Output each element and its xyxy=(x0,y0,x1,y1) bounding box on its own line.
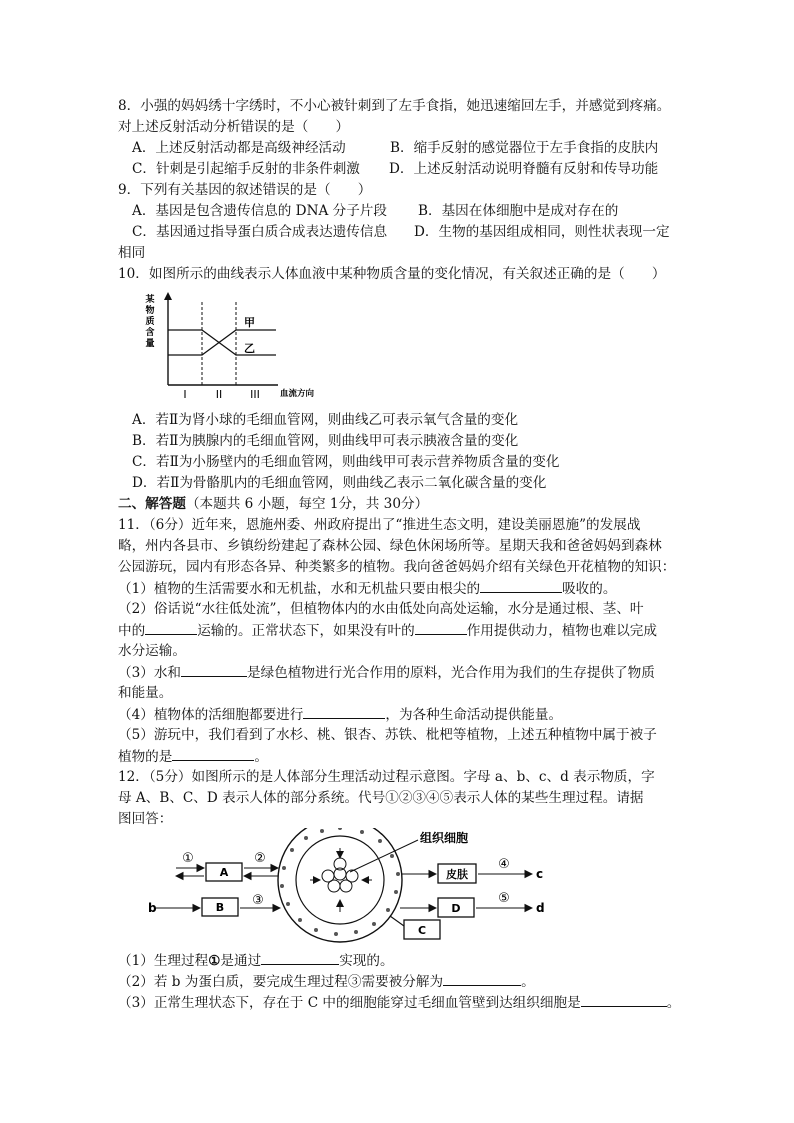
section2-title: 二、解答题 xyxy=(118,496,186,512)
q11-blank-4[interactable] xyxy=(181,662,247,677)
q11-part2-line3: 水分运输。 xyxy=(118,643,186,659)
process-4: ④ xyxy=(498,857,510,872)
q11-part4-end: ，为各种生命活动提供能量。 xyxy=(385,707,563,723)
q11-blank-6[interactable] xyxy=(172,746,254,761)
q11-line3: 公园游玩，园内有形态各异、种类繁多的植物。我向爸爸妈妈介绍有关绿色开花植物的知识： xyxy=(118,559,676,575)
q11-part5-line1: （5）游玩中，我们看到了水杉、桃、银杏、苏铁、枇杷等植物，上述五种植物中属于被子 xyxy=(118,727,657,743)
q11-blank-5[interactable] xyxy=(303,704,385,719)
q8-option-c: C．针刺是引起缩手反射的非条件刺激 xyxy=(132,161,360,177)
q9-option-d: D．生物的基因组成相同，则性状表现一定 xyxy=(414,224,670,240)
graph-region-1: I xyxy=(183,388,187,401)
section2-heading xyxy=(118,494,428,514)
graph-label-yi: 乙 xyxy=(244,342,255,355)
q8-stem-line1: 8．小强的妈妈绣十字绣时，不小心被针刺到了左手食指，她迅速缩回左手，并感觉到疼痛。 xyxy=(118,98,671,114)
q11-part3-line2: 和能量。 xyxy=(118,685,173,701)
q9-option-c: C．基因通过指导蛋白质合成表达遗传信息 xyxy=(132,224,388,240)
q12-sub1 xyxy=(118,950,394,971)
q11-part2-line1: （2）俗话说“水往低处流”，但植物体内的水由低处向高处运输，水分是通过根、茎、叶 xyxy=(118,601,644,617)
q12-sub2 xyxy=(118,971,535,992)
q11-part2-text-a: 中的 xyxy=(118,623,146,639)
q11-blank-2[interactable] xyxy=(145,620,197,635)
q11-part2-text-c: 作用提供动力，植物也难以完成 xyxy=(466,623,657,639)
q11-blank-1[interactable] xyxy=(480,578,562,593)
q11-part3-text-a: （3）水和 xyxy=(118,665,182,681)
graph-region-2: II xyxy=(215,388,223,401)
q12-sub3-text: （3）正常生理状态下，存在于 C 中的细胞能穿过毛细血管壁到达组织细胞是 xyxy=(118,995,581,1011)
q10-option-d: D．若Ⅱ为骨骼肌内的毛细血管网，则曲线乙表示二氧化碳含量的变化 xyxy=(132,475,547,491)
q11-part3-line1 xyxy=(118,662,655,683)
q12-sub1-text-a: （1）生理过程 xyxy=(118,953,209,969)
q11-part4 xyxy=(118,704,562,725)
q9-option-a: A．基因是包含遗传信息的 DNA 分子片段 xyxy=(132,203,387,219)
graph-y-arrow xyxy=(164,292,172,300)
process-2: ② xyxy=(254,851,266,866)
q9-stem: 9．下列有关基因的叙述错误的是（ ） xyxy=(118,182,372,198)
q12-sub2-end: 。 xyxy=(521,974,535,990)
graph-ylabel-1: 某 xyxy=(145,295,155,305)
q12-sub2-text: （2）若 b 为蛋白质，要完成生理过程③需要被分解为 xyxy=(118,974,444,990)
q12-blank-2[interactable] xyxy=(443,971,521,986)
q10-option-b: B．若Ⅱ为胰腺内的毛细血管网，则曲线甲可表示胰液含量的变化 xyxy=(132,433,519,449)
q9-option-d-cont: 相同 xyxy=(118,245,146,261)
graph-xlabel: 血流方向 xyxy=(280,389,315,399)
graph-curve-yi xyxy=(168,330,276,355)
q12-diagram xyxy=(140,828,560,946)
q12-line3: 图回答： xyxy=(118,811,173,827)
substance-d: d xyxy=(536,901,545,915)
q11-part5-line2 xyxy=(118,746,268,767)
substance-c: c xyxy=(536,867,544,881)
q10-graph xyxy=(140,290,360,402)
graph-region-3: III xyxy=(250,388,260,401)
q11-part2-text-b: 运输的。正常状态下，如果没有叶的 xyxy=(197,623,415,639)
q11-part1 xyxy=(118,578,616,599)
q8-option-d: D．上述反射活动说明脊髓有反射和传导功能 xyxy=(389,161,659,177)
graph-label-jia: 甲 xyxy=(244,316,255,329)
box-c-label: C xyxy=(417,924,427,937)
q11-line2: 略，州内各县市、乡镇纷纷建起了森林公园、绿色休闲场所等。星期天我和爸爸妈妈到森林 xyxy=(118,538,662,554)
q11-part1-end: 吸收的。 xyxy=(562,581,617,597)
graph-ylabel-2: 物 xyxy=(145,306,155,316)
q12-sub1-text-b: 是通过 xyxy=(220,953,262,969)
graph-ylabel-4: 含 xyxy=(145,328,155,338)
graph-curve-jia xyxy=(168,330,276,355)
q12-sub3 xyxy=(118,992,680,1013)
process-5: ⑤ xyxy=(498,891,510,906)
tissue-leader xyxy=(350,840,418,872)
blood-cell-ring xyxy=(280,828,400,936)
box-d-label: D xyxy=(451,902,461,915)
q11-part4-text: （4）植物体的活细胞都要进行 xyxy=(118,707,304,723)
q10-option-a: A．若Ⅱ为肾小球的毛细血管网，则曲线乙可表示氧气含量的变化 xyxy=(132,412,519,428)
tissue-cell-label: 组织细胞 xyxy=(420,831,469,845)
substance-b: b xyxy=(148,901,157,915)
box-b-label: B xyxy=(215,901,225,914)
q12-sub1-end: 实现的。 xyxy=(339,953,394,969)
graph-ylabel-3: 质 xyxy=(145,317,155,327)
box-a-label: A xyxy=(219,866,229,879)
q8-stem-line2: 对上述反射活动分析错误的是（ ） xyxy=(118,119,350,135)
q9-option-b: B．基因在体细胞中是成对存在的 xyxy=(418,203,619,219)
q10-stem: 10．如图所示的曲线表示人体血液中某种物质含量的变化情况，有关叙述正确的是（ ） xyxy=(118,266,666,282)
q11-part3-text-b: 是绿色植物进行光合作用的原料，光合作用为我们的生存提供了物质 xyxy=(247,665,655,681)
q11-part2-line2 xyxy=(118,620,657,641)
tissue-cells xyxy=(322,858,358,892)
q10-option-c: C．若Ⅱ为小肠壁内的毛细血管网，则曲线甲可表示营养物质含量的变化 xyxy=(132,454,560,470)
box-skin-label: 皮肤 xyxy=(446,868,468,881)
q11-part1-text: （1）植物的生活需要水和无机盐，水和无机盐只要由根尖的 xyxy=(118,581,481,597)
process-1: ① xyxy=(182,851,194,866)
q12-line2: 母 A、B、C、D 表示人体的部分系统。代号①②③④⑤表示人体的某些生理过程。请据 xyxy=(118,790,644,806)
q11-blank-3[interactable] xyxy=(415,620,467,635)
q12-blank-3[interactable] xyxy=(581,992,667,1007)
section2-note: （本题共 6 小题，每空 1分，共 30分） xyxy=(185,496,429,512)
q12-blank-1[interactable] xyxy=(261,950,339,965)
q12-sub3-end: 。 xyxy=(666,995,681,1011)
q11-part5-end: 。 xyxy=(254,749,268,765)
q8-option-a: A．上述反射活动都是高级神经活动 xyxy=(132,140,346,156)
q11-line1: 11．（6分）近年来，恩施州委、州政府提出了“推进生态文明，建设美丽恩施”的发展战 xyxy=(118,517,641,533)
q12-sub1-marker: ① xyxy=(208,953,221,969)
q8-option-b: B．缩手反射的感觉器位于左手食指的皮肤内 xyxy=(390,140,659,156)
process-3: ③ xyxy=(252,893,264,908)
q11-part5-text: 植物的是 xyxy=(118,749,173,765)
graph-ylabel-5: 量 xyxy=(145,339,155,349)
q12-line1: 12．（5分）如图所示的是人体部分生理活动过程示意图。字母 a、b、c、d 表示物质，字 xyxy=(118,769,655,785)
